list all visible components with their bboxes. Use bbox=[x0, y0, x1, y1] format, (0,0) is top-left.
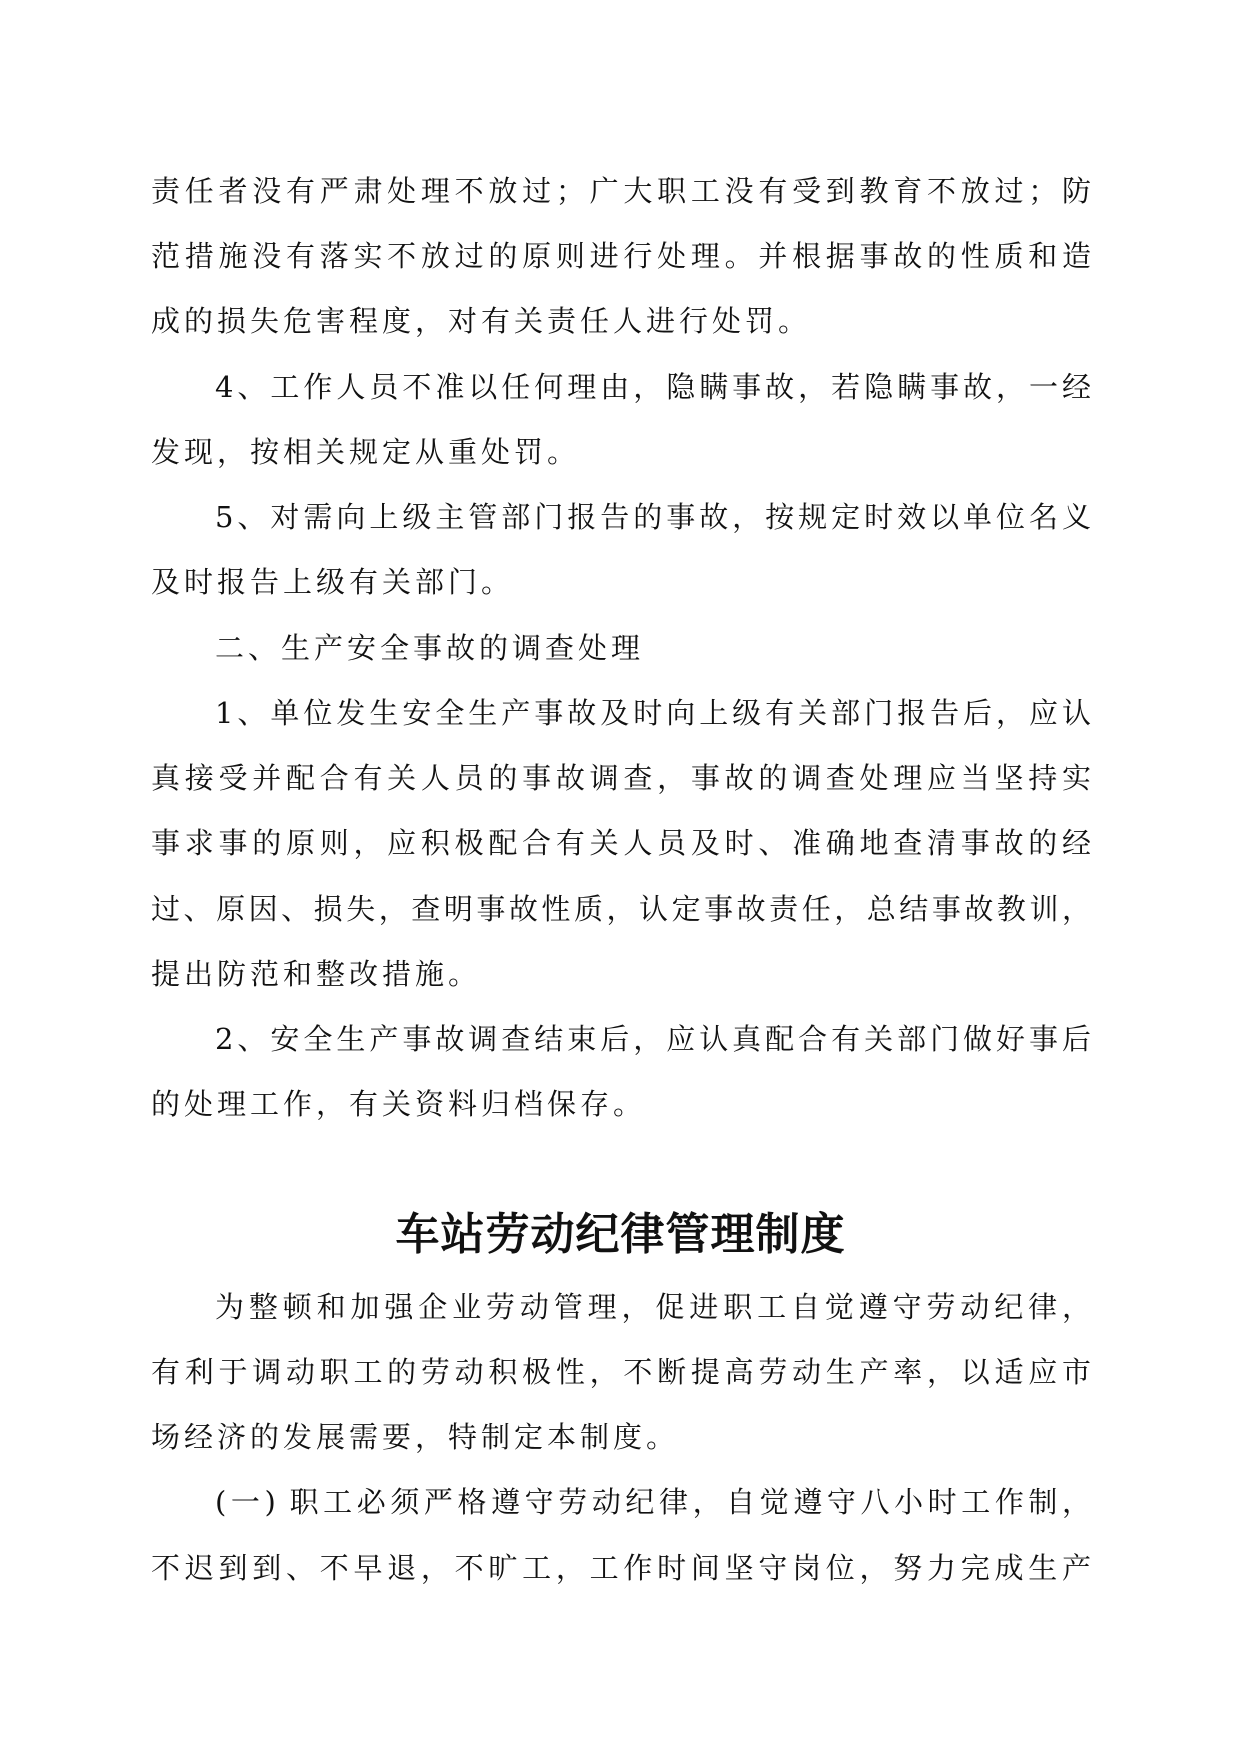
paragraph-line: 真接受并配合有关人员的事故调查，事故的调查处理应当坚持实 bbox=[151, 761, 1091, 795]
paragraph-line: 成的损失危害程度，对有关责任人进行处罚。 bbox=[151, 304, 812, 338]
paragraph-line: 为整顿和加强企业劳动管理，促进职工自觉遵守劳动纪律， bbox=[215, 1290, 1091, 1324]
paragraph-line: 场经济的发展需要，特制定本制度。 bbox=[151, 1420, 680, 1454]
paragraph-line: 事求事的原则，应积极配合有关人员及时、准确地查清事故的经 bbox=[151, 826, 1091, 860]
paragraph-line: 发现，按相关规定从重处罚。 bbox=[151, 435, 581, 469]
paragraph-line: 4、工作人员不准以任何理由，隐瞒事故，若隐瞒事故，一经 bbox=[215, 370, 1091, 404]
paragraph-line: 及时报告上级有关部门。 bbox=[151, 565, 515, 599]
paragraph-line: 的处理工作，有关资料归档保存。 bbox=[151, 1087, 647, 1121]
paragraph-line: 范措施没有落实不放过的原则进行处理。并根据事故的性质和造 bbox=[151, 239, 1091, 273]
paragraph-line: 过、原因、损失，查明事故性质，认定事故责任，总结事故教训， bbox=[151, 892, 1091, 926]
document-title: 车站劳动纪律管理制度 bbox=[395, 1209, 846, 1260]
paragraph-line: (一) 职工必须严格遵守劳动纪律，自觉遵守八小时工作制， bbox=[215, 1485, 1091, 1519]
paragraph-line: 2、安全生产事故调查结束后，应认真配合有关部门做好事后 bbox=[215, 1022, 1091, 1056]
section-heading: 二、生产安全事故的调查处理 bbox=[215, 631, 645, 665]
paragraph-line: 有利于调动职工的劳动积极性，不断提高劳动生产率，以适应市 bbox=[151, 1355, 1091, 1389]
paragraph-line: 不迟到到、不早退，不旷工，工作时间坚守岗位，努力完成生产 bbox=[151, 1551, 1091, 1585]
paragraph-line: 责任者没有严肃处理不放过；广大职工没有受到教育不放过；防 bbox=[151, 174, 1091, 208]
paragraph-line: 1、单位发生安全生产事故及时向上级有关部门报告后，应认 bbox=[215, 696, 1091, 730]
paragraph-line: 5、对需向上级主管部门报告的事故，按规定时效以单位名义 bbox=[215, 500, 1091, 534]
paragraph-line: 提出防范和整改措施。 bbox=[151, 957, 482, 991]
